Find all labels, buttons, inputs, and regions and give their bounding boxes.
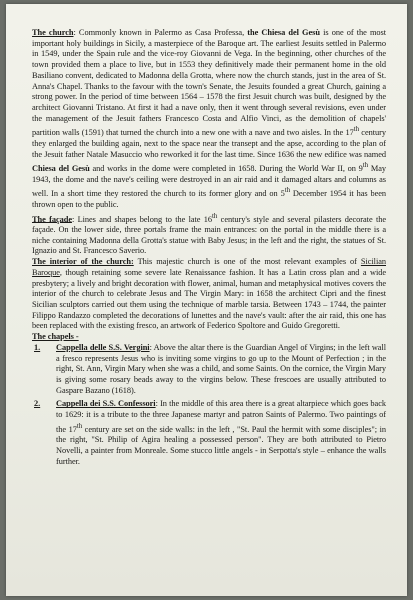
chapel-description-2: century are set on the side walls: in the left , "St. Paul the hermit with some disciples"; in the right, "St. Philip of Agira healing a possessed person". They are both attributed to Pietro Novelli, a painter from Monreale. Some stucco little angels - in Serpotta's style – enhance the walls further. <box>56 424 386 466</box>
chapel-number: 1. <box>34 342 41 352</box>
church-text-3: century they enlarged the building again, next to the space near the transept and the apse, according to the plan of the Jesuit father Natale Masuccio who reworked it for the last time. Since 1636 the new edifice was named <box>32 128 386 159</box>
facade-sup: th <box>212 211 218 220</box>
chapel-title: Cappella delle S.S. Vergini <box>56 342 150 352</box>
chapel-description: : Above the altar there is the Guardian Angel of Virgins; in the left wall a fresco represents Jesus who is inviting some virgins to go up to the Mount of Perfection ; in the right, St. Ann, Virgin Mary when she was a child, and some Saints. On the cornice, the Virgin Mary is giving some rosary beads away to the virgins below. These frescoes are usually attributed to Gaspare Bazano (1618). <box>56 342 387 395</box>
church-sup-3: th <box>284 186 291 195</box>
church-text-4: and works in the dome were completed in 1658. During the World War II, on 9 <box>89 164 363 173</box>
interior-heading: The interior of the church: <box>32 257 134 267</box>
chapels-list <box>32 343 386 468</box>
church-name-2: Chiesa del Gesù <box>32 164 90 173</box>
facade-paragraph <box>32 211 386 258</box>
interior-text-2: , though retaining some severe late Renaissance fashion. It has a Latin cross plan and a wide presbytery; a lively and bright decoration with flower, animal, human and metaphysical motives covers the interior of the church to celebrate Jesus and The Virgin Mary: in 1658 the architect Cipri and the finest Sicilian sculptors carried out them using the technique of marble tarsia. Between 1743 – 1744, the painter Filippo Randazzo completed the decorations of lunettes and the nave's vault: after the air raid, this one has been replaced with the existing fresco, an artwork of Federico Spoltore and Guido Gregoretti. <box>32 267 386 331</box>
church-sup-2: th <box>362 161 369 170</box>
facade-heading: The façade <box>32 214 72 224</box>
church-text-1: : Commonly known in Palermo as Casa Professa, <box>73 28 248 37</box>
document-page <box>6 4 407 596</box>
church-sup-1: th <box>353 125 360 134</box>
church-text-6: December 1954 it has been thrown open to the public. <box>32 189 387 209</box>
church-heading: The church <box>32 28 74 37</box>
chapel-number: 2. <box>34 399 41 409</box>
church-text-5: May 1943, the dome and the nave's ceiling were destroyed in an air raid and it damaged altars and columns as well. In a short time they restored the church to its former glory and on 5 <box>32 164 386 199</box>
church-paragraph <box>32 28 386 211</box>
church-name: the Chiesa del Gesù <box>247 28 320 37</box>
chapels-label: The chapels - <box>32 332 79 342</box>
church-text-2: is one of the most important holy buildings in Sicily, a masterpiece of the Baroque art. The earliest Jesuits settled in Palermo in 1549, under the Spain rule and the vice-roy Giovanni de Vega. In the beginning, other churches of the town provided them a place to live, but in 1553 they definitively made their permanent home in the old Basiliano convent, dedicated to Madonna della Grotta, where now the church stands, just in the area of St. Anna's Chapel. Thanks to the favour with the town's Senate, the Jesuits founded a great Church, gaining a strong power. In the period of time between 1564 – 1578 the first Jesuit church was built, designed by the architect Giovanni Tristano. At first it had a nave only, then it went through several revisions, even under the management of the Jesuit fathers Francesco Costa and Alfio Vinci, as the demolition of chapels' partition walls (1591) that turned the church into a new one with a nave and two aisles. In the 17 <box>32 28 386 138</box>
chapel-text <box>56 399 386 467</box>
chapel-text <box>56 343 386 397</box>
chapel-sup: th <box>76 421 83 430</box>
interior-underlined: Sicilian Baroque <box>32 257 386 277</box>
list-item <box>32 343 386 397</box>
chapel-description: : In the middle of this area there is a great altarpiece which goes back to 1629: it is a tribute to the three Japanese martyr and patron Saints of Palermo. Two paintings of the 17 <box>56 399 386 434</box>
chapel-title: Cappella dei S.S. Confessori <box>56 399 156 409</box>
facade-text-2: century's style and several pilasters decorate the façade. On the lower side, three portals frame the main entrances: on the portal in the middle there is a niche containing Madonna della Grotta's statue with Baby Jesus; in the left and the right, the statues of St. Ignazio and St. Francesco Saverio. <box>32 214 386 256</box>
document-body <box>32 28 386 470</box>
interior-text-1: This majestic church is one of the most relevant examples of <box>133 257 361 267</box>
facade-text-1: : Lines and shapes belong to the late 16 <box>71 214 213 224</box>
list-item <box>32 399 386 467</box>
interior-paragraph <box>32 257 386 332</box>
